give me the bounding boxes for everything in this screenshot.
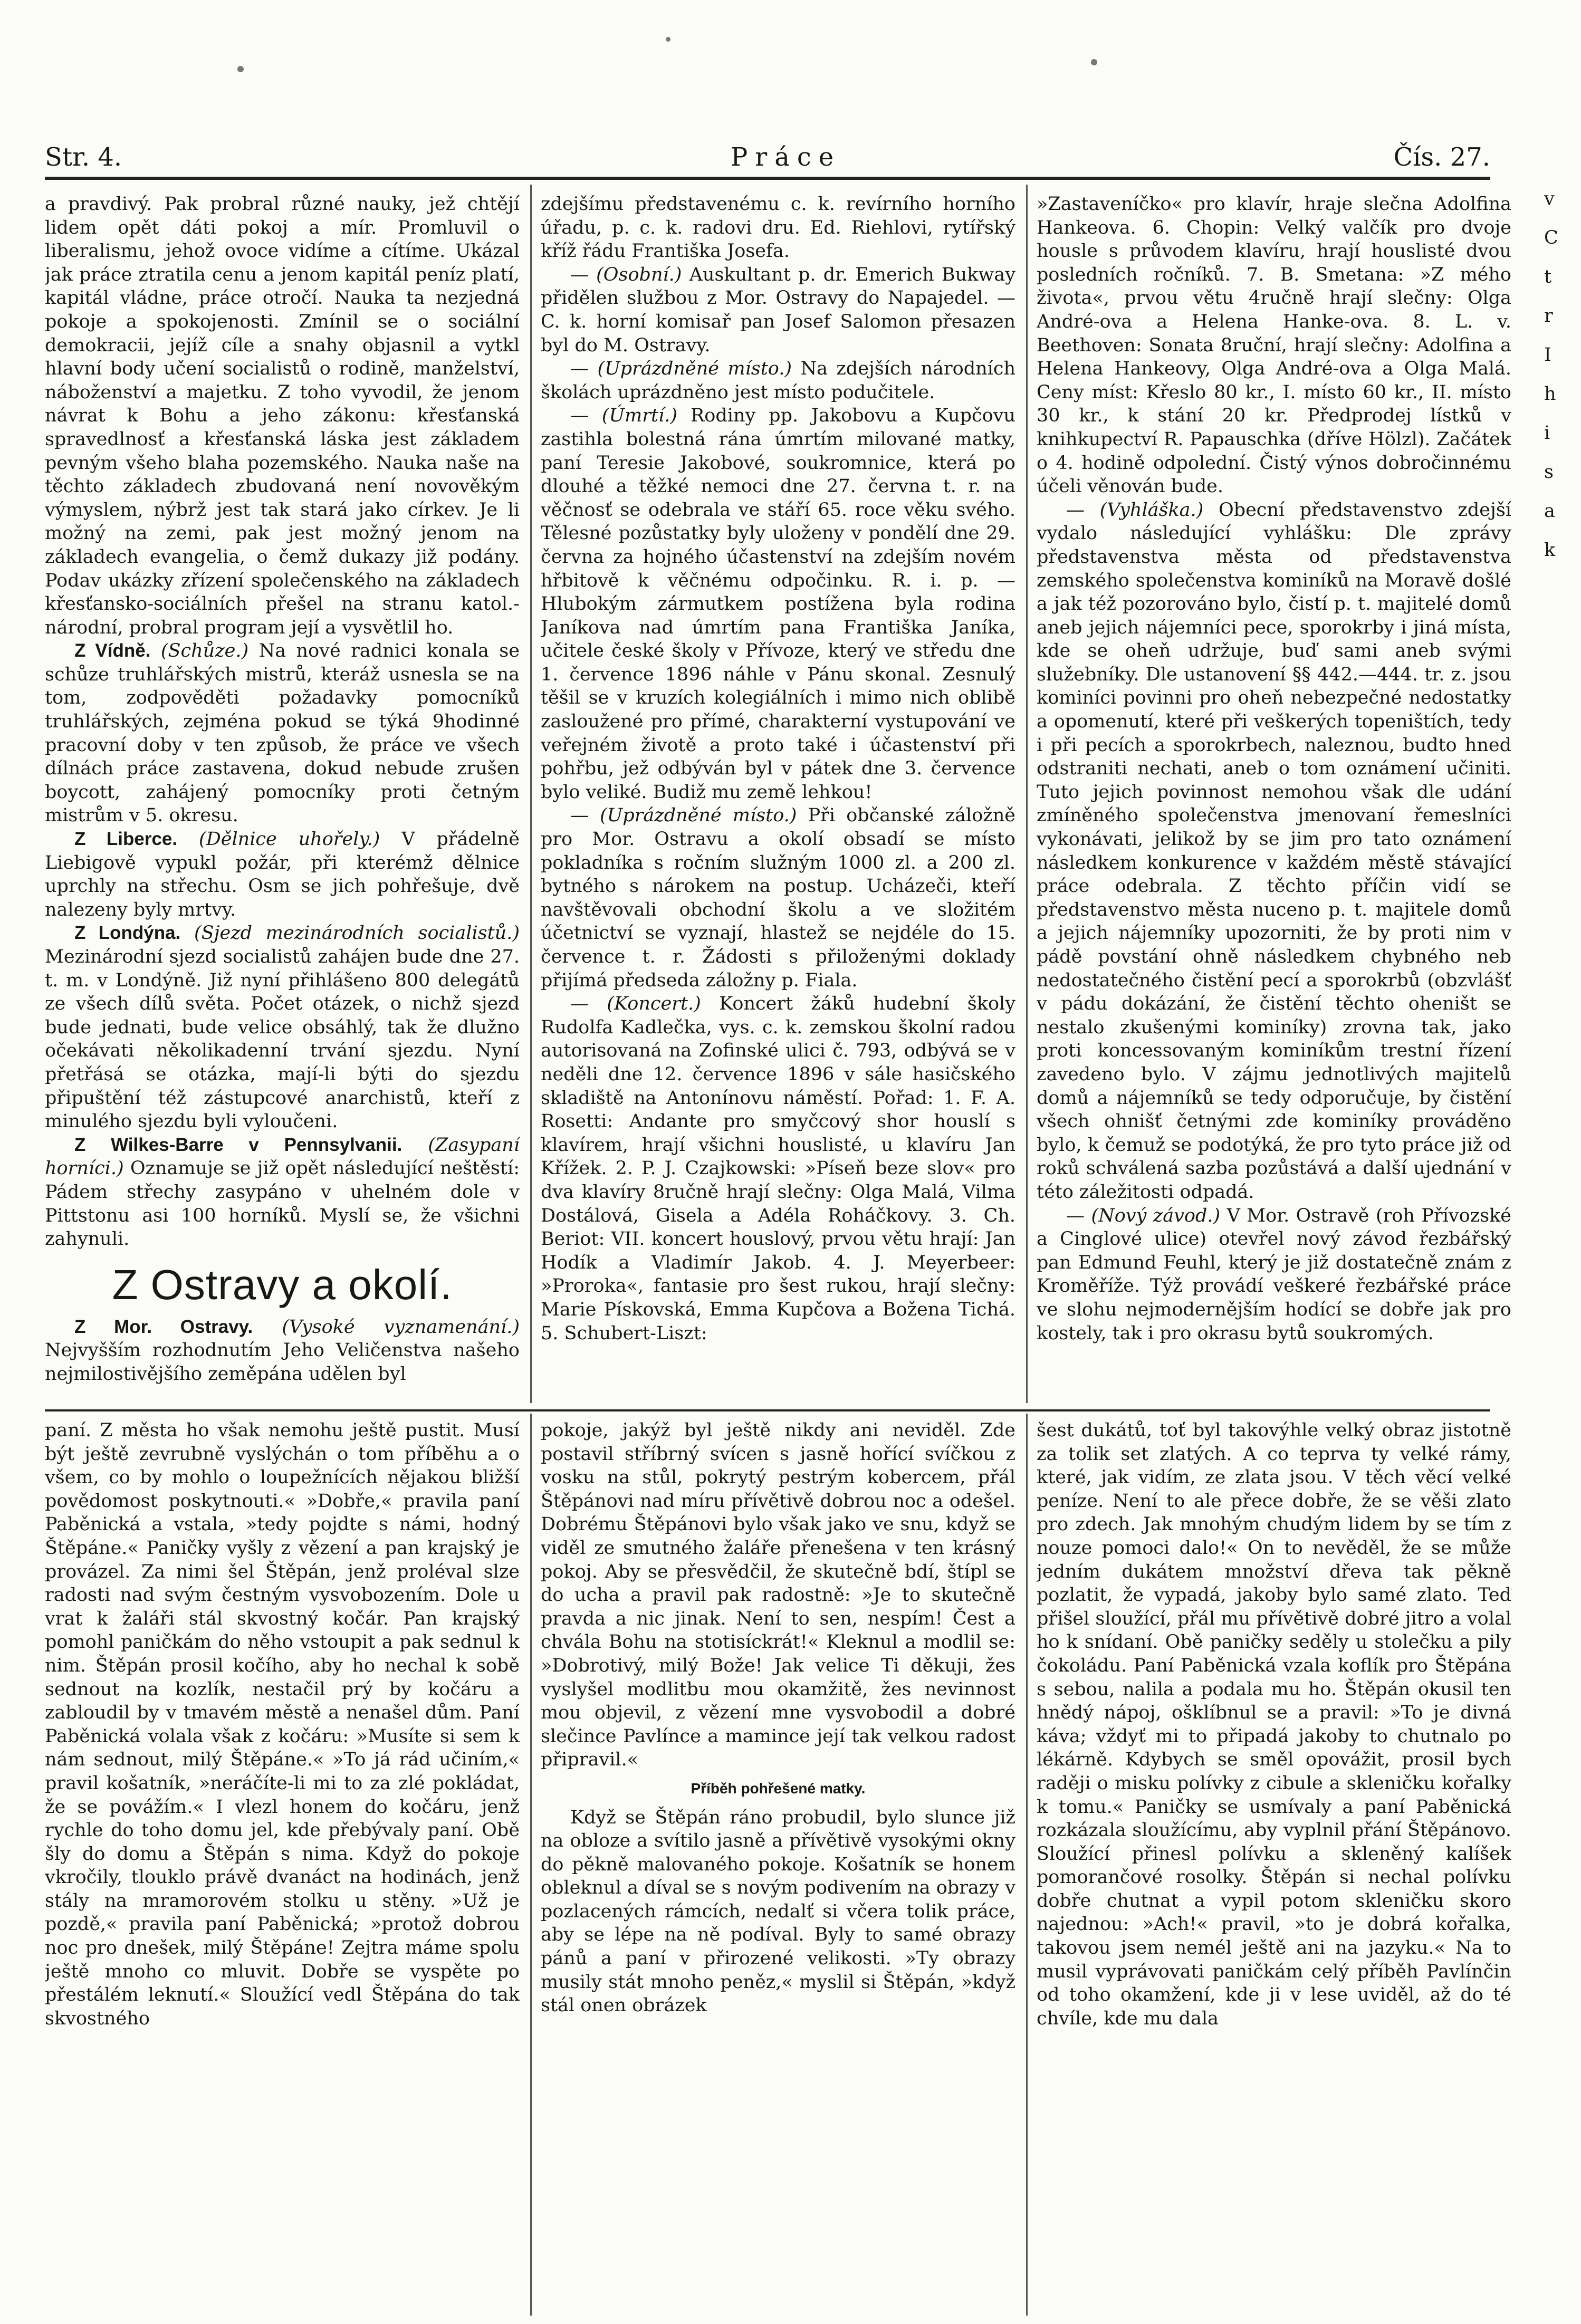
story-text: Když se Štěpán ráno probudil, bylo slunce již na obloze a svítilo jasně a přívětivě vysokými okny do pěkně malovaného pokoje. Košatník se honem obleknul a díval se s novým podivením na obrazy v pozlacených rámcích, nedalť si včera tolik práce, aby se lépe na ně podíval. Byly to samé obrazy pánů a paní v přirozené velikosti. »Ty obrazy musily stát mnoho peněz,« myslil si Štěpán, »když stál onen obrázek [541, 1807, 1015, 2016]
edge-letter: r [1544, 305, 1553, 326]
edge-letter: t [1544, 266, 1552, 287]
page-header [45, 142, 1490, 179]
news-body: V Mor. Ostravě (roh Přívozské a Cinglové ulice) otevřel nový závod řezbářský pan Edmund Feuhl, který je již dostatečně znám z Kroměříže. Týž provádí veškeré řezbářské práce ve slohu nejmodernějším hodící se dobře jak pro kostely, tak i pro okrasu bytů soukromých. [1037, 1205, 1511, 1344]
news-body: Rodiny pp. Jakobovu a Kupčovu zastihla bolestná rána úmrtím milované matky, paní Teresie Jakobové, soukromnice, která po dlouhé a těžké nemoci dne 27. června t. r. na věčnosť se odebrala ve stáří 65. roce věku svého. Tělesné pozůstatky byly uloženy v pondělí dne 29. června za hojného účastenství na zdejším novém hřbitově k věčnému odpočinku. R. i. p. — Hlubokým zármutkem postížena byla rodina Janíkova nad úmrtím pana Františka Janíka, učitele české školy v Přívoze, který ve středu dne 1. července 1896 náhle v Pánu skonal. Zesnulý těšil se v kruzích kolegiálních i mimo nich oblibě zasloužené pro přímé, charakterní vystupování ve veřejném životě a proto také i účastenství při pohřbu, jež odbýván byl v pátek dne 3. července bylo veliké. Budiž mu země lehkou! [541, 405, 1015, 803]
news-title: (Dělnice uhořely.) [199, 829, 380, 850]
news-body: Koncert žáků hudební školy Rudolfa Kadlečka, vys. c. k. zemskou školní radou autorisovaná na Zofinské ulici č. 793, odbývá se v neděli dne 12. července 1896 v sále hasičského skladiště na Antonínovu náměstí. Pořad: 1. F. A. Rosetti: Andante pro smyčcový shor houslí s klavírem, hrají všichni houslisté, u klavíru Jan Křížek. 2. P. J. Czajkowski: »Píseň beze slov« pro dva klavíry 8ručně hrají slečny: Olga Malá, Vilma Dostálová, Gisela a Adéla Roháčkovy. 3. Ch. Beriot: VII. koncert houslový, prvou větu hrají: Jan Hodík a Vladimír Jakob. 4. J. Meyerbeer: »Proroka«, fantasie pro šest rukou, hrají slečny: Marie Pískovská, Emma Kupčova a Božena Tichá. 5. Schubert-Liszt: [541, 993, 1015, 1344]
edge-letter: h [1544, 383, 1556, 405]
column-1 [45, 193, 520, 1406]
news-death: — (Úmrtí.) Rodiny pp. Jakobovu a Kupčovu zastihla bolestná rána úmrtím milované matky, paní Teresie Jakobové, soukromnice, která po dlouhé a těžké nemoci dne 27. června t. r. na věčnosť se odebrala ve stáří 65. roce věku svého. Tělesné pozůstatky byly uloženy v pondělí dne 29. června za hojného účastenství na zdejším novém hřbitově k věčnému odpočinku. R. i. p. — Hlubokým zármutkem postížena byla rodina Janíkova nad úmrtím pana Františka Janíka, učitele české školy v Přívoze, který ve středu dne 1. července 1896 náhle v Pánu skonal. Zesnulý těšil se v kruzích kolegiálních i mimo nich oblibě zasloužené pro přímé, charakterní vystupování ve veřejném životě a proto také i účastenství při pohřbu, jež odbýván byl v pátek dne 3. července bylo veliké. Budiž mu země lehkou! [541, 405, 1015, 803]
article-lecture-text: a pravdivý. Pak probral různé nauky, jež chtějí lidem opět dáti pokoj a mír. Promluvil o liberalismu, jehož ovoce vidíme a cítíme. Ukázal jak práce ztratila cenu a jenom kapitál peníz platí, kapitál vládne, práce otročí. Nauka ta nezjedná pokoje a spokojenosti. Zmínil se o sociální demokracii, jejíž cíle a snahy objasnil a vytkl hlavní body učení socialistů o rodině, manželství, náboženství a majetku. Z toho vyvodil, že jenom návrat k Bohu a jeho zákonu: křesťanská spravedlnosť a křesťanská láska jest základem pevným všeho blaha pozemského. Nauka naše na těchto základech zbudovaná není novověkým výmyslem, nýbrž jest tak stará jako církev. Je li možný na zemi, pak jest možný jenom na základech evangelia, o čemž dukazy již podány. Podav ukázky zřízení společenského na základech křesťansko-sociálních přešel na stranu katol.-národní, probral program její a vysvětlil ho. [45, 194, 520, 638]
news-title: (Úmrtí.) [601, 405, 678, 427]
header-rule [45, 177, 1490, 180]
news-body: V přádelně Liebigově vypukl požár, při kterémž dělnice uprchly na střechu. Osm se jich pohřešuje, dvě nalezeny byly mrtvy. [45, 829, 520, 920]
news-body: Na nové radnici konala se schůze truhlářských mistrů, kteráž usnesla se na tom, zodpověděti požadavky pomocníků truhlářských, zejména pokud se týká 9hodinné pracovní doby v ten způsob, že práce ve všech dílnách práce zastavena, dokud nebude zrušen boycott, zahájený pomocníky proti četným mistrům v 5. okresu. [45, 640, 520, 827]
column-divider [530, 185, 532, 1403]
news-title: (Uprázdněné místo.) [597, 358, 792, 380]
column-2 [541, 193, 1015, 1406]
news-concert-continued: »Zastaveníčko« pro klavír, hraje slečna Adolfina Hankeova. 6. Chopin: Velký valčík pro dvoje housle s průvodem klavíru, hrají houslisté dvou posledních ročníků. 7. B. Smetana: »Z mého života«, prvou větu 4ručně hrají slečny: Olga André-ova a Helena Hanke-ova. 8. L. v. Beethoven: Sonata 8ruční, hrají slečny: Adolfina a Helena Hankeovy, Olga André-ova a Olga Malá. Ceny míst: Křeslo 80 kr., I. místo 60 kr., II. místo 30 kr., k stání 20 kr. Předprodej lístků v knihkupectví R. Papauschka (dříve Hölzl). Začátek o 4. hodině odpolední. Čistý výnos dobročinnému účeli věnován bude. [1037, 194, 1511, 497]
news-lead: Z Vídně. [74, 640, 151, 661]
news-continued: zdejšímu představenému c. k. revírního horního úřadu, p. c. k. radovi dru. Ed. Riehlovi, rytířský kříž řádu Františka Josefa. [541, 194, 1015, 262]
story-subheading: Příběh pohřešené matky. [691, 1780, 866, 1797]
news-concert: — (Koncert.) Koncert žáků hudební školy Rudolfa Kadlečka, vys. c. k. zemskou školní radou autorisovaná na Zofinské ulici č. 793, odbývá se v neděli dne 12. července 1896 v sále hasičského skladiště na Antonínovu náměstí. Pořad: 1. F. A. Rosetti: Andante pro smyčcový shor houslí s klavírem, hrají všichni houslisté, u klavíru Jan Křížek. 2. P. J. Czajkowski: »Píseň beze slov« pro dva klavíry 8ručně hrají slečny: Olga Malá, Vilma Dostálová, Gisela a Adéla Roháčkovy. 3. Ch. Beriot: VII. koncert houslový, prvou větu hrají: Jan Hodík a Vladimír Jakob. 4. J. Meyerbeer: »Proroka«, fantasie pro šest rukou, hrají slečny: Marie Pískovská, Emma Kupčova a Božena Tichá. 5. Schubert-Liszt: [541, 993, 1015, 1344]
news-title: (Uprázdněné místo.) [600, 805, 797, 827]
story-column-1 [45, 1419, 520, 2310]
edge-letter: a [1544, 501, 1555, 522]
news-title: (Schůze.) [160, 640, 249, 662]
news-wilkes-barre [45, 1134, 520, 1251]
news-body: Na zdejších národních školách uprázdněno jest místo podučitele. [541, 358, 1015, 403]
column-divider [530, 1414, 532, 2316]
story-column-3 [1037, 1419, 1511, 2310]
news-personal: — (Osobní.) Auskultant p. dr. Emerich Bukway přidělen službou z Mor. Ostravy do Napajedel. — C. k. horní komisař pan Josef Salomon přesazen byl do M. Ostravy. [541, 264, 1015, 356]
news-lead: Z Liberce. [74, 829, 178, 850]
news-ostrava [45, 1315, 520, 1386]
column-divider [1026, 1414, 1028, 2316]
news-body: Oznamuje se již opět následující neštěstí: Pádem střechy zasypáno v uhelném dole v Pittstonu asi 100 horníků. Myslí se, že všichni zahynuli. [45, 1158, 520, 1250]
news-body: Mezinárodní sjezd socialistů zahájen bude dne 27. t. m. v Londýně. Již nyní přihlášeno 800 delegátů ze všech dílů světa. Počet otázek, o nichž sjezd bude jednati, bude velice obsáhlý, tak že dlužno očekávati několikadenní trvání sjezdu. Nyní přetřásá se otázka, mají-li býti do sjezdu připuštění též zástupcové anarchistů, kteří z minulého sjezdu byli vyloučeni. [45, 946, 520, 1132]
scan-dot-3 [1091, 59, 1097, 65]
edge-letter: i [1544, 422, 1550, 444]
news-body: Auskultant p. dr. Emerich Bukway přidělen službou z Mor. Ostravy do Napajedel. — C. k. horní komisař pan Josef Salomon přesazen byl do M. Ostravy. [541, 264, 1015, 356]
news-body: Nejvyšším rozhodnutím Jeho Veličenstva našeho nejmilostivějšího zeměpána udělen byl [45, 1340, 520, 1385]
story-text: pokoje, jakýž byl ještě nikdy ani neviděl. Zde postavil stříbrný svícen s jasně hořící svíčkou z vosku na stůl, pokrytý pestrým kobercem, přál Štěpánovi nad míru přívětivě dobrou noc a odešel. Dobrému Štěpánovi bylo však jako ve snu, když se viděl ze smutného žaláře přenešena v ten krásný pokoj. Aby se přesvědčil, že skutečně bdí, štípl se do ucha a pravil pak radostně: »Je to skutečně pravda a nic jinak. Není to sen, nespím! Čest a chvála Bohu na stotisíckrát!« Kleknul a modlil se: »Dobrotivý, milý Bože! Jak velice Ti děkuji, žes vyslyšel modlitbu mou okamžitě, žes nevinnost mou objevil, z vězení mne vysvobodil a dobré slečince Pavlínce a mamince její tak velkou radost připravil.« [541, 1420, 1015, 1771]
edge-letter: I [1544, 344, 1551, 366]
feuilleton-rule [45, 1409, 1490, 1411]
news-title: (Vysoké vyznamenání.) [282, 1316, 520, 1338]
story-text: paní. Z města ho však nemohu ještě pustit. Musí být ještě zevrubně vyslýchán o tom příběhu a o všem, co by mohlo o loupežnících nějakou bližší povědomost poskytnouti.« »Dobře,« pravila paní Paběnická a vstala, »tedy pojdte s námi, hodný Štěpáne.« Paničky vyšly z vězení a pan krajský je provázel. Za nimi šel Štěpán, jenž proléval slze radosti nad svým čestným vysvobozením. Dole u vrat k žaláři stál skvostný kočár. Pan krajský pomohl paničkám do něho vstoupit a pak sednul k nim. Štěpán prosil kočího, aby ho nechal k sobě sednout na kozlík, nestačil prý by kočáru a zabloudil by v tmavém městě a nenašel dům. Paní Paběnická volala však z kočáru: »Musíte si sem k nám sednout, milý Štěpáne.« »To já rád učiním,« pravil košatník, »neráčíte-li mi to za zlé pokládat, že se povážím.« I vlezl honem do kočáru, jenž rychle do toho domu jel, kde přebývaly paní. Obě šly do domu a Štěpán s nima. Když do pokoje vkročily, tlouklo právě dvanáct na hodinách, jenž stály na mramorovém stolku u stěny. »Už je pozdě,« pravila paní Paběnická; »protož dobrou noc pro dnešek, milý Štěpáne! Zejtra máme spolu ještě mnoho co mluvit. Dobře se vyspěte po přestálém leknutí.« Sloužící vedl Štěpána do tak skvostného [45, 1420, 520, 2029]
section-heading: Z Ostravy a okolí. [112, 1261, 453, 1308]
news-title: (Zasypaní horníci.) [45, 1134, 520, 1179]
edge-letter: v [1544, 188, 1555, 209]
news-vacancy: — (Uprázdněné místo.) Na zdejších národních školách uprázdněno jest místo podučitele. [541, 358, 1015, 403]
scan-dot-1 [237, 66, 244, 72]
news-title: (Vyhláška.) [1099, 499, 1204, 521]
story-text: šest dukátů, toť byl takovýhle velký obraz jistotně za tolik set zlatých. A co teprva ty velké rámy, které, jak vidím, ze zlata jsou. V těch věcí velké peníze. Není to ale přece dobře, že se věši zlato pro zdech. Jak mnohým chudým lidem by se tím z nouze pomoci dalo!« On to nevěděl, že se může jedním dukátem množství dřeva tak pěkně pozlatit, že vypadá, jakoby bylo samé zlato. Teď přišel sloužící, přál mu přívětivě dobré jitro a volal ho k snídaní. Obě paničky seděly u stolečku a pily čokoládu. Paní Paběnická vzala koflík pro Štěpána s sebou, nalila a podala mu ho. Štěpán okusil ten hnědý nápoj, ošklíbnul se a pravil: »To je divná káva; vždyť mi to připadá jakoby to chutnalo po lékárně. Kdybych se směl opovážit, prosil bych raději o misku polívky z cibule a skleničku kořalky k tomu.« Paničky se usmívaly a paní Paběnická rozkázala sloužícímu, aby vyplnil přání Štěpánovo. Sloužící přinesl polívku a skleněný kalíšek pomorančové rosolky. Štěpán si nechal polívku dobře chutnat a vypil potom skleničku skoro najednou: »Ach!« pravil, »to je dobrá kořalka, takovou jsem nemél ještě ani na jazyku.« Na to musil vyprávovati paničkám celý příběh Pavlínčin od toho okamžení, kde ji v lese uviděl, až do té chvíle, kde mu dala [1037, 1420, 1511, 2029]
newspaper-title: Práce [731, 142, 841, 172]
edge-letter: s [1544, 462, 1554, 483]
news-body: Obecní představenstvo zdejší vydalo následující vyhlášku: Dle zprávy představenstva města od představenstva zemského společenstva kominíků na Moravě došlé a jak též pozorováno bylo, čistí p. t. majitelé domů aneb jejich nájemníci pece, sporokrby i jiná místa, kde se oheň udržuje, buď sami aneb svými služebníky. Dle ustanovení §§ 442.—444. tr. z. jsou kominíci povinni pro oheň nebezpečné nedostatky a opomenutí, které při veškerých topeništích, tedy i při pecích a sporokrbech, naleznou, budto hned odstraniti nechati, aneb o tom oznámení učiniti. Tuto jejich povinnost nemohou však dle udání zmíněného společenstva jmenovaní řemeslníci vykonávati, jelikož by se jim pro tato oznámení následkem konkurence v každém městě stávající práce odebrala. Z těchto příčin vidí se představenstvo města nuceno p. t. majitele domů a jejich nájemníky upozorniti, že by proti nim v pádě povstání ohně následkem chybného neb nedostatečného čistění pecí a sporokrbů (obzvlášť v pádu dokázání, že čistění těchto oheništ se nestalo zkušenými kominíky) zrovna tak, jako proti koncessovaným kominíkům trestní řízení zavedeno bylo. V zájmu jednotlivých majitelů domů a nájemníků se tedy odporučuje, by čistění všech ohnišť četnými zde kominíky prováděno bylo, k čemuž se podotýká, že pro tyto práce již od roků schválená sazba pozůstává a další ujednání v této záležitosti odpadá. [1037, 499, 1511, 1203]
news-lead: Z Londýna. [74, 923, 181, 944]
news-new-shop: — (Nový závod.) V Mor. Ostravě (roh Přívozské a Cinglové ulice) otevřel nový závod řezbářský pan Edmund Feuhl, který je již dostatečně znám z Kroměříže. Týž provádí veškeré řezbářské práce ve slohu nejmodernějším hodící se dobře jak pro kostely, tak i pro okrasu bytů soukromých. [1037, 1205, 1511, 1344]
edge-letter: C [1544, 227, 1558, 248]
column-divider [1026, 185, 1028, 1403]
news-title: (Osobní.) [596, 264, 682, 285]
facing-page-edge [1544, 179, 1581, 1129]
news-title: (Sjezd mezinárodních socialistů.) [194, 923, 520, 944]
story-column-2 [541, 1419, 1015, 2310]
news-london [45, 921, 520, 1133]
scan-dot-2 [666, 37, 670, 42]
issue-number: Čís. 27. [1393, 142, 1490, 172]
news-body: Při občanské záložně pro Mor. Ostravu a okolí obsadí se místo pokladníka s ročním služným 1000 zl. a 200 zl. bytného s nárokem na postup. Ucházeči, kteří navštěvovali obchodní školu a ve složitém účetnictví se vyznají, hlastež se nejdéle do 15. července t. r. Žádosti s přiloženými doklady přijímá předseda záložny p. Fiala. [541, 805, 1015, 991]
page-number: Str. 4. [45, 142, 122, 172]
news-title: (Koncert.) [607, 993, 701, 1015]
news-liberec [45, 828, 520, 921]
news-vacancy-2: — (Uprázdněné místo.) Při občanské záložně pro Mor. Ostravu a okolí obsadí se místo pokladníka s ročním služným 1000 zl. a 200 zl. bytného s nárokem na postup. Ucházeči, kteří navštěvovali obchodní školu a ve složitém účetnictví se vyznají, hlastež se nejdéle do 15. července t. r. Žádosti s přiloženými doklady přijímá předseda záložny p. Fiala. [541, 805, 1015, 991]
news-vienna [45, 639, 520, 828]
news-lead: Z Mor. Ostravy. [74, 1316, 253, 1337]
news-lead: Z Wilkes-Barre v Pennsylvanii. [74, 1134, 403, 1155]
edge-letter: k [1544, 540, 1556, 561]
news-notice: — (Vyhláška.) Obecní představenstvo zdejší vydalo následující vyhlášku: Dle zprávy představenstva města od představenstva zemského společenstva kominíků na Moravě došlé a jak též pozorováno bylo, čistí p. t. majitelé domů aneb jejich nájemníci pece, sporokrby i jiná místa, kde se oheň udržuje, buď sami aneb svými služebníky. Dle ustanovení §§ 442.—444. tr. z. jsou kominíci povinni pro oheň nebezpečné nedostatky a opomenutí, které při veškerých topeništích, tedy i při pecích a sporokrbech, naleznou, budto hned odstraniti nechati, aneb o tom oznámení učiniti. Tuto jejich povinnost nemohou však dle udání zmíněného společenstva jmenovaní řemeslníci vykonávati, jelikož by se jim pro tato oznámení následkem konkurence v každém městě stávající práce odebrala. Z těchto příčin vidí se představenstvo města nuceno p. t. majitele domů a jejich nájemníky upozorniti, že by proti nim v pádě povstání ohně následkem chybného neb nedostatečného čistění pecí a sporokrbů (obzvlášť v pádu dokázání, že čistění těchto oheništ se nestalo zkušenými kominíky) zrovna tak, jako proti koncessovaným kominíkům trestní řízení zavedeno bylo. V zájmu jednotlivých majitelů domů a nájemníků se tedy odporučuje, by čistění všech ohnišť četnými zde kominíky prováděno bylo, k čemuž se podotýká, že pro tyto práce již od roků schválená sazba pozůstává a další ujednání v této záležitosti odpadá. [1037, 499, 1511, 1203]
news-title: (Nový závod.) [1091, 1205, 1221, 1226]
column-3 [1037, 193, 1511, 1406]
